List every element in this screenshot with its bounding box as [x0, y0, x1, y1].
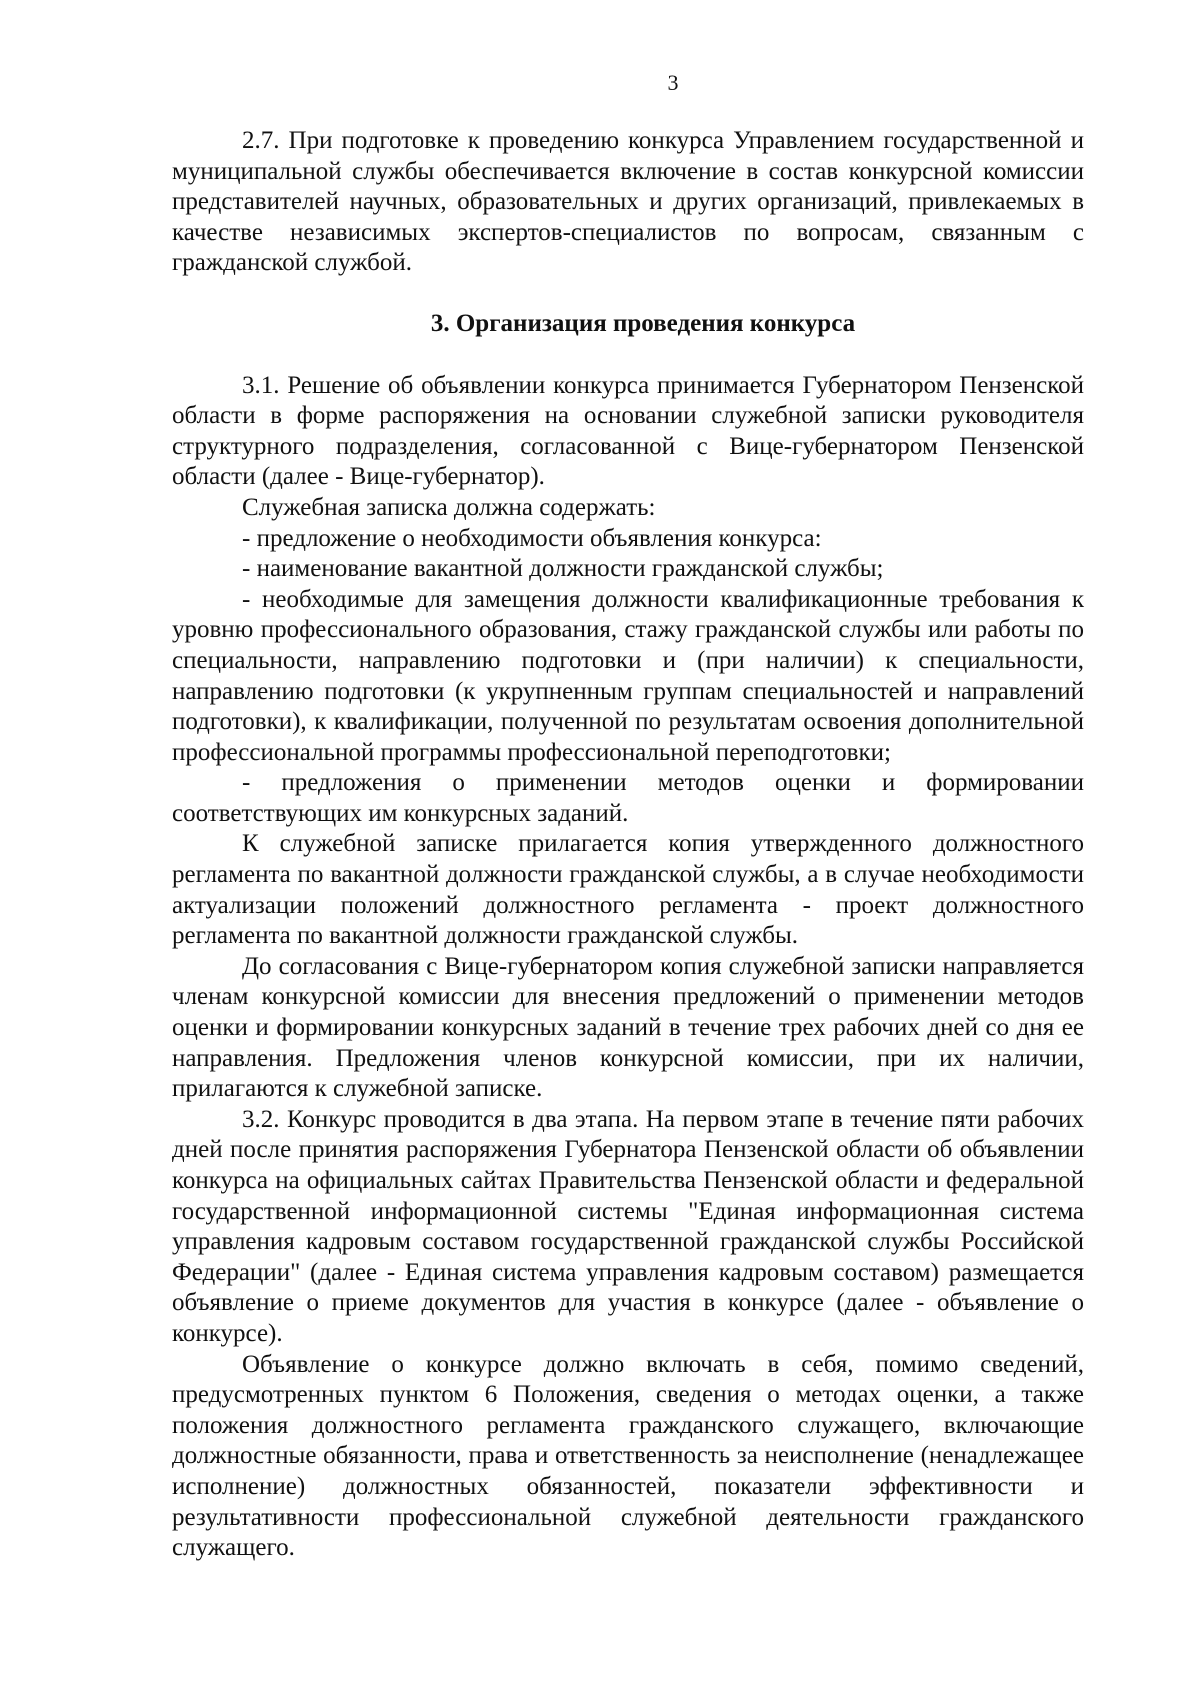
list-item-position-name: - наименование вакантной должности гражданской службы; [242, 555, 884, 583]
paragraph-memo-intro: Служебная записка должна содержать: [242, 493, 656, 521]
list-item-necessity: - предложение о необходимости объявления конкурса: [242, 524, 822, 552]
list-item-qualification-requirements: - необходимые для замещения должности квалификационные требования к уровню профессионального образования, стажу гражданской службы или работы по специальности, направлению подготовки и (при наличии) к специальности, направлению подготовки (к укрупненным группам специальностей и направлений подготовки), к квалификации, полученной по результатам освоения дополнительной профессиональной программы профессиональной переподготовки; [172, 585, 1084, 766]
paragraph-3-1: 3.1. Решение об объявлении конкурса принимается Губернатором Пензенской области в форме распоряжения на основании служебной записки руководителя структурного подразделения, согласованной с Вице-губернатором Пензенской области (далее - Вице-губернатор). [172, 371, 1084, 491]
section-heading: 3. Организация проведения конкурса [430, 309, 856, 337]
list-item-assessment-methods: - предложения о применении методов оценки и формировании соответствующих им конкурсных заданий. [172, 769, 1084, 827]
paragraph-memo-approval: До согласования с Вице-губернатором копия служебной записки направляется членам конкурсной комиссии для внесения предложений о применении методов оценки и формировании конкурсных заданий в течение трех рабочих дней со дня ее направления. Предложения членов конкурсной комиссии, при их наличии, прилагаются к служебной записке. [172, 952, 1084, 1103]
paragraph-memo-attachment: К служебной записке прилагается копия утвержденного должностного регламента по вакантной должности гражданской службы, а в случае необходимости актуализации положений должностного регламента - проект должностного регламента по вакантной должности гражданской службы. [172, 830, 1084, 950]
page-number: 3 [667, 70, 679, 95]
paragraph-announcement-contents: Объявление о конкурсе должно включать в себя, помимо сведений, предусмотренных пунктом 6 Положения, сведения о методах оценки, а также положения должностного регламента гражданского служащего, включающие должностные обязанности, права и ответственность за неисполнение (ненадлежащее исполнение) должностных обязанностей, показатели эффективности и результативности профессиональной служебной деятельности гражданского служащего. [172, 1350, 1084, 1562]
paragraph-3-2: 3.2. Конкурс проводится в два этапа. На первом этапе в течение пяти рабочих дней после принятия распоряжения Губернатора Пензенской области об объявлении конкурса на официальных сайтах Правительства Пензенской области и федеральной государственной информационной системы "Единая информационная система управления кадровым составом государственной гражданской службы Российской Федерации" (далее - Единая система управления кадровым составом) размещается объявление о приеме документов для участия в конкурсе (далее - объявление о конкурсе). [172, 1105, 1084, 1347]
paragraph-2-7: 2.7. При подготовке к проведению конкурса Управлением государственной и муниципальной службы обеспечивается включение в состав конкурсной комиссии представителей научных, образовательных и других организаций, привлекаемых в качестве независимых экспертов-специалистов по вопросам, связанным с гражданской службой. [172, 127, 1084, 277]
